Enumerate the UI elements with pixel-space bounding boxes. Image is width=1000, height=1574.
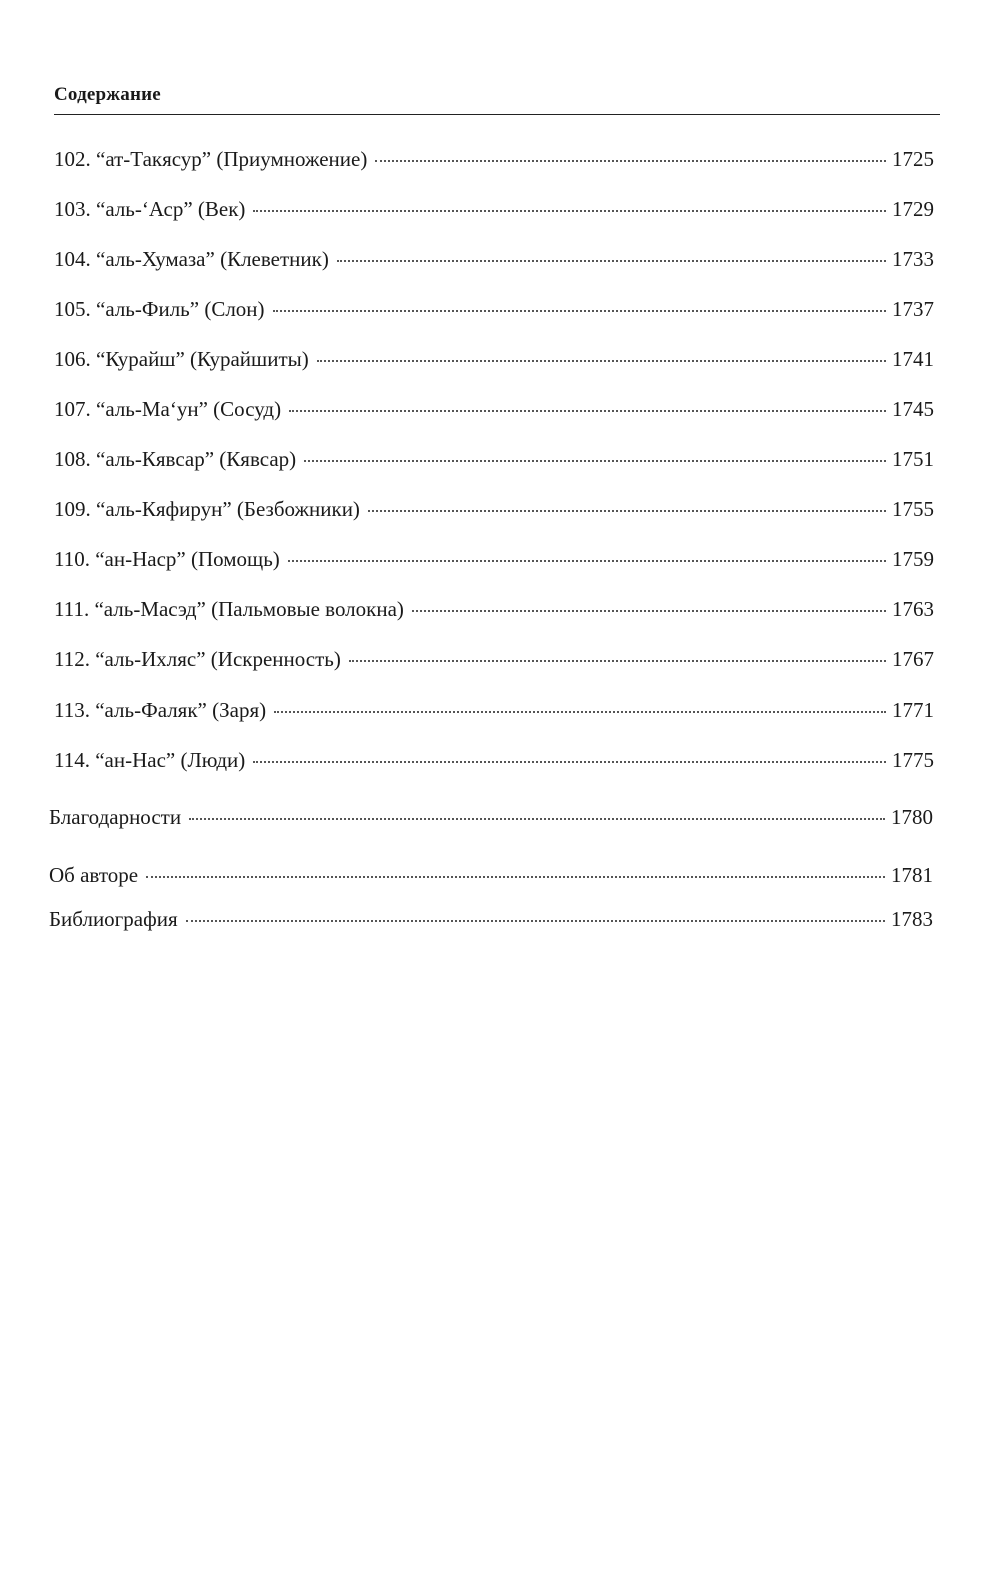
- dot-leader: [288, 542, 886, 562]
- toc-entry[interactable]: [54, 196, 934, 222]
- toc-entry-label: 108. “аль-Кявсар” (Кявсар): [54, 447, 297, 471]
- dot-leader: [375, 142, 886, 162]
- toc-entry-label: 110. “ан-Наср” (Помощь): [54, 547, 280, 571]
- dot-leader: [253, 192, 886, 212]
- toc-entry-page: 1729: [892, 197, 934, 221]
- toc-entry-label: 106. “Курайш” (Курайшиты): [54, 347, 309, 371]
- toc-entry-page: 1741: [892, 347, 934, 371]
- toc-entry-label: 103. “аль-‘Аср” (Век): [54, 197, 246, 221]
- toc-entry-label: 113. “аль-Фаляк” (Заря): [54, 698, 267, 722]
- toc-entry[interactable]: [54, 296, 934, 322]
- toc-entry-label: Библиография: [49, 907, 178, 931]
- toc-entry[interactable]: [54, 446, 934, 472]
- toc-entry-page: 1737: [892, 297, 934, 321]
- toc-entry-page: 1781: [891, 863, 933, 887]
- toc-entry[interactable]: [54, 697, 934, 723]
- toc-entry[interactable]: [54, 246, 934, 272]
- dot-leader: [337, 242, 886, 262]
- toc-entry-label: 105. “аль-Филь” (Слон): [54, 297, 265, 321]
- toc-entry[interactable]: [49, 862, 933, 888]
- dot-leader: [349, 642, 886, 662]
- toc-entry-page: 1775: [892, 748, 934, 772]
- dot-leader: [253, 743, 886, 763]
- toc-entry[interactable]: [54, 546, 934, 572]
- toc-entry-page: 1763: [892, 597, 934, 621]
- dot-leader: [146, 858, 885, 878]
- toc-entry[interactable]: [54, 146, 934, 172]
- header-divider: [54, 114, 940, 115]
- toc-entry-label: 114. “ан-Нас” (Люди): [54, 748, 246, 772]
- toc-entry-label: 102. “ат-Такясур” (Приумножение): [54, 147, 368, 171]
- toc-entry[interactable]: [54, 396, 934, 422]
- toc-entry-label: 111. “аль-Масэд” (Пальмовые волокна): [54, 597, 404, 621]
- toc-entry[interactable]: [54, 496, 934, 522]
- toc-entry-label: 107. “аль-Ма‘ун” (Сосуд): [54, 397, 282, 421]
- dot-leader: [273, 292, 886, 312]
- page-title: Содержание: [54, 84, 161, 105]
- toc-entry[interactable]: [54, 646, 934, 672]
- toc-entry-label: 109. “аль-Кяфирун” (Безбожники): [54, 497, 360, 521]
- toc-entry-page: 1733: [892, 247, 934, 271]
- toc-entry-page: 1767: [892, 647, 934, 671]
- dot-leader: [412, 592, 886, 612]
- toc-entry-label: Об авторе: [49, 863, 139, 887]
- dot-leader: [189, 800, 885, 820]
- toc-entry-page: 1745: [892, 397, 934, 421]
- toc-entry[interactable]: [54, 596, 934, 622]
- toc-entry[interactable]: [54, 346, 934, 372]
- toc-entry-page: 1771: [892, 698, 934, 722]
- dot-leader: [304, 442, 886, 462]
- toc-entry-label: 104. “аль-Хумаза” (Клеветник): [54, 247, 329, 271]
- dot-leader: [317, 342, 886, 362]
- toc-entry-page: 1780: [891, 805, 933, 829]
- toc-entry[interactable]: [49, 906, 933, 932]
- toc-entry-page: 1759: [892, 547, 934, 571]
- dot-leader: [289, 392, 886, 412]
- toc-entry-page: 1783: [891, 907, 933, 931]
- toc-entry[interactable]: [54, 747, 934, 773]
- dot-leader: [186, 902, 885, 922]
- toc-entry[interactable]: [49, 804, 933, 830]
- toc-entry-label: 112. “аль-Ихляс” (Искренность): [54, 647, 341, 671]
- dot-leader: [274, 693, 886, 713]
- toc-entry-page: 1755: [892, 497, 934, 521]
- page-header: [54, 84, 940, 115]
- dot-leader: [368, 492, 886, 512]
- toc-entry-label: Благодарности: [49, 805, 182, 829]
- toc-entry-page: 1725: [892, 147, 934, 171]
- toc-entry-page: 1751: [892, 447, 934, 471]
